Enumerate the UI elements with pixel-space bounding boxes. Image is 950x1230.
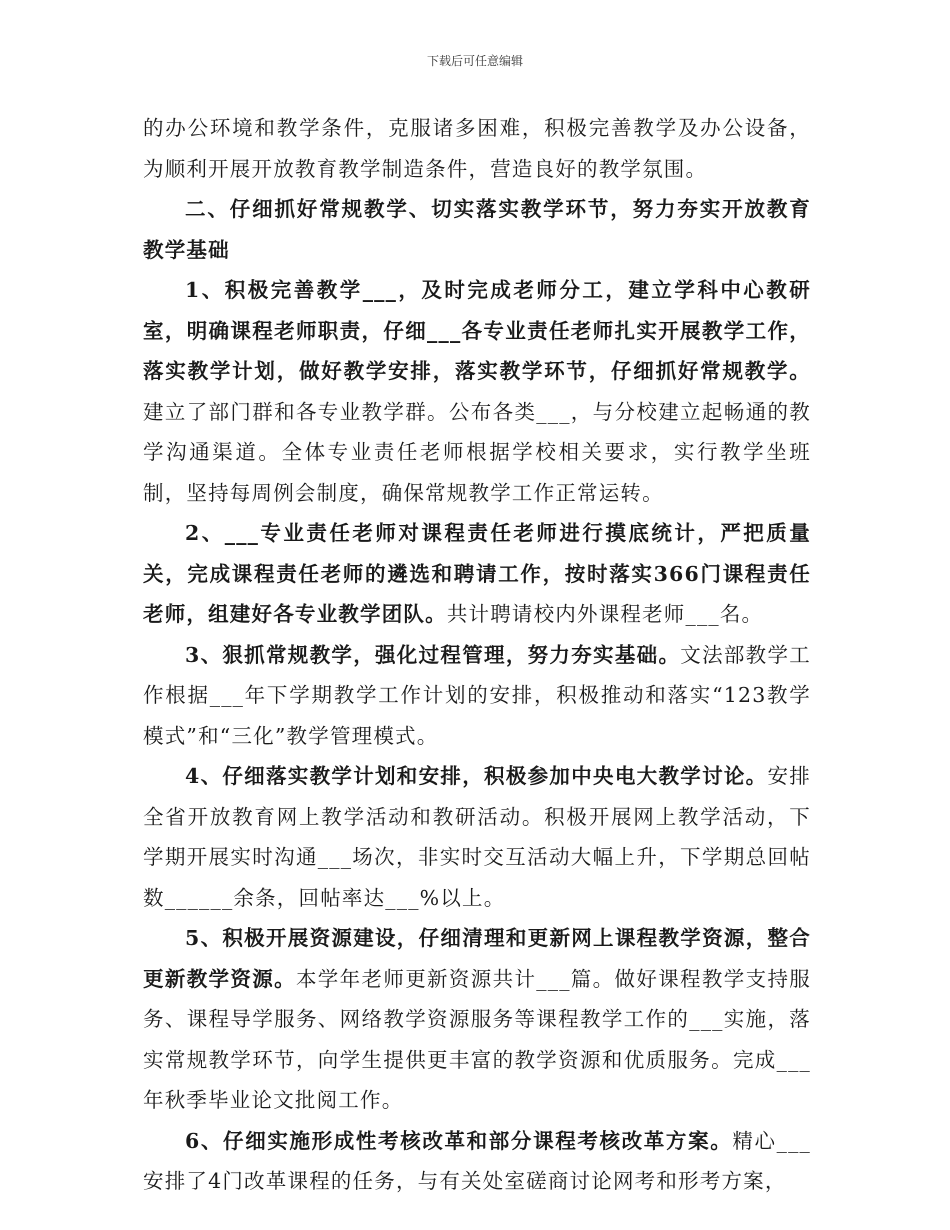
document-body (143, 108, 811, 1202)
paragraph-text: 本学年老师更新资源共计___篇。做好课程教学支持服务、课程导学服务、网络教学资源服务等课程教学工作的___实施，落实常规教学环节，向学生提供更丰富的教学资源和优质服务。完成___年秋季毕业论文批阅工作。 (143, 966, 811, 1112)
paragraph-item-5 (143, 918, 811, 1121)
section-heading-text: 二、仔细抓好常规教学、切实落实教学环节，努力夯实开放教育教学基础 (143, 197, 811, 262)
paragraph-text: 文法部教学工作根据___年下学期教学工作计划的安排，积极推动和落实“123教学模式”和“三化”教学管理模式。 (143, 642, 811, 748)
paragraph-lead: 2、___专业责任老师对课程责任老师进行摸底统计，严把质量关，完成课程责任老师的遴选和聘请工作，按时落实366门课程责任老师，组建好各专业教学团队。 (143, 521, 811, 626)
paragraph-item-2 (143, 513, 811, 635)
paragraph-item-6 (143, 1121, 811, 1202)
paragraph-lead: 5、积极开展资源建设，仔细清理和更新网上课程教学资源，整合更新教学资源。 (143, 926, 811, 991)
paragraph-lead: 3、狠抓常规教学，强化过程管理，努力夯实基础。 (185, 642, 681, 667)
paragraph-item-3 (143, 635, 811, 757)
page-header: 下载后可任意编辑 (426, 54, 523, 68)
paragraph-text: 的办公环境和教学条件，克服诸多困难，积极完善教学及办公设备，为顺利开展开放教育教学制造条件，营造良好的教学氛围。 (143, 116, 811, 181)
paragraph-text: 建立了部门群和各专业教学群。公布各类___，与分校建立起畅通的教学沟通渠道。全体专业责任老师根据学校相关要求，实行教学坐班制，坚持每周例会制度，确保常规教学工作正常运转。 (143, 399, 811, 505)
paragraph-lead: 1、积极完善教学___，及时完成老师分工，建立学科中心教研室，明确课程老师职责，仔细___各专业责任老师扎实开展教学工作，落实教学计划，做好教学安排，落实教学环节，仔细抓好常规教学。 (143, 278, 811, 383)
paragraph-continuation (143, 108, 811, 189)
paragraph-item-4 (143, 756, 811, 918)
paragraph-item-1 (143, 270, 811, 513)
paragraph-text: 共计聘请校内外课程老师___名。 (446, 602, 764, 626)
paragraph-lead: 6、仔细实施形成性考核改革和部分课程考核改革方案。 (185, 1128, 733, 1153)
paragraph-lead: 4、仔细落实教学计划和安排，积极参加中央电大教学讨论。 (185, 764, 768, 788)
paragraph-text: 安排全省开放教育网上教学活动和教研活动。积极开展网上教学活动，下学期开展实时沟通___场次，非实时交互活动大幅上升，下学期总回帖数______余条，回帖率达___%以上。 (143, 764, 811, 910)
section-heading (143, 189, 811, 270)
paragraph-text: 精心___安排了4门改革课程的任务，与有关处室磋商讨论网考和形考方案， (143, 1128, 811, 1193)
